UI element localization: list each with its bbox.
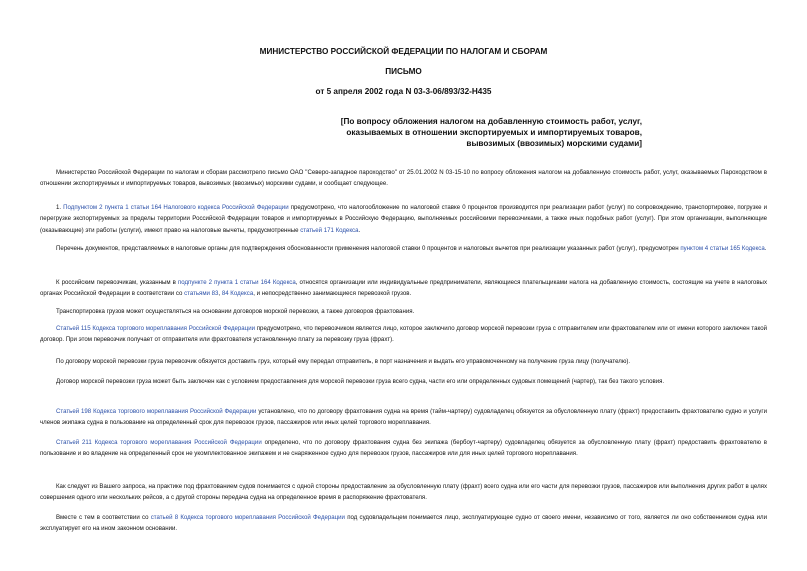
paragraph-text: , относятся организации или индивидуальные предприниматели, являющиеся плательщиками налога на добавленную стоимость, состоящие на учете в налоговых органах Российской Федерации в соответствии со: [40, 279, 767, 298]
paragraph-number: 1.: [56, 204, 62, 211]
link-merchant-shipping-211[interactable]: Статьей 211 Кодекса торгового мореплавания Российской Федерации: [56, 439, 262, 446]
subject-line: [По вопросу обложения налогом на добавленную стоимость работ, услуг,: [340, 117, 642, 126]
link-tax-code-164[interactable]: Подпунктом 2 пункта 1 статьи 164 Налогового кодекса Российской Федерации: [63, 204, 289, 211]
document-subject: [160, 116, 642, 149]
paragraph-intro: Министерство Российской Федерации по налогам и сборам рассмотрело письмо ОАО "Северо-западное пароходство" от 25.01.2002 N 03-15-10 по вопросу обложения налогом на добавленную стоимость работ, услуг, оказываемых Пароходством в отношении экспортируемых и импортируемых товаров, вывозимых (ввозимых) морскими судами, и сообщает следующее.: [40, 169, 767, 188]
link-tax-code-171[interactable]: статьей 171 Кодекса: [300, 226, 359, 234]
paragraph-documents: Перечень документов, представляемых в налоговые органы для подтверждения обоснованности применения налоговой ставки 0 процентов и налоговых вычетов при реализации указанных работ (услуг), предусмотрен пунктом 4 статьи 165 Кодекса.: [56, 245, 767, 252]
link-tax-code-83[interactable]: статьями 83: [184, 290, 219, 298]
link-merchant-shipping-8[interactable]: статьей 8 Кодекса торгового мореплавания Российской Федерации: [150, 514, 345, 521]
paragraph-1: 1. Подпунктом 2 пункта 1 статьи 164 Налогового кодекса Российской Федерации предусмотрено, что налогообложение по налоговой ставке 0 процентов производится при реализации работ (услуг) по сопровождению, транспортировке, погрузке и перегрузке экспортируемых за пределы территории Российской Федерации товаров и импортируемых в Российскую Федерацию, выполняемых российскими перевозчиками, а также иных подобных работ (услуг). При этом организации, выполняющие (оказывающие) эти работы (услуги), имеют право на налоговые вычеты, предусмотренные статьей 171 Кодекса.: [40, 204, 767, 234]
link-tax-code-165[interactable]: пунктом 4 статьи 165 Кодекса: [680, 245, 765, 252]
paragraph-text: К российским перевозчикам, указанным в: [56, 279, 176, 286]
paragraph-text: , и непосредственно занимающиеся перевозкой грузов.: [253, 290, 412, 298]
ministry-heading: МИНИСТЕРСТВО РОССИЙСКОЙ ФЕДЕРАЦИИ ПО НАЛОГАМ И СБОРАМ: [259, 47, 548, 56]
paragraph-text: определено, что по договору фрахтования судна без экипажа (бербоут-чартеру) судовладелец обязуется за обусловленную плату (фрахт) предоставить фрахтователю в пользование и во владение на определенный срок не укомплектованное экипажем и не снаряженное судно для перевозок грузов, пассажиров или для иных целей торгового мореплавания.: [40, 439, 767, 458]
paragraph-carriers: К российским перевозчикам, указанным в подпункте 2 пункта 1 статьи 164 Кодекса, относятся организации или индивидуальные предприниматели, являющиеся плательщиками налога на добавленную стоимость, состоящие на учете в налоговых органах Российской Федерации в соответствии со статьями 83, 84 Кодекса, и непосредственно занимающиеся перевозкой грузов.: [40, 279, 767, 298]
link-merchant-shipping-115[interactable]: Статьей 115 Кодекса торгового мореплавания Российской Федерации: [56, 325, 255, 332]
paragraph-article-8: [40, 512, 767, 535]
document-type: ПИСЬМО: [385, 67, 422, 76]
paragraph-article-115: [40, 323, 767, 346]
link-tax-code-84[interactable]: 84 Кодекса: [221, 290, 254, 298]
paragraph-article-211: [40, 437, 767, 460]
paragraph-carrier-duty: По договору морской перевозки груза перевозчик обязуется доставить груз, который ему передал отправитель, в порт назначения и выдать его управомоченному на получение груза лицу (получателю).: [56, 358, 631, 365]
paragraph-text: Перечень документов, представляемых в налоговые органы для подтверждения обоснованности применения налоговой ставки 0 процентов и налоговых вычетов при реализации указанных работ (услуг), предусмотрен: [56, 245, 679, 252]
paragraph-text: под судовладельцем понимается лицо, эксплуатирующее судно от своего имени, независимо от того, является ли оно собственником судна или эксплуатирует его на ином законном основании.: [40, 514, 767, 533]
subject-line: вывозимых (ввозимых) морскими судами]: [466, 139, 642, 148]
paragraph-text: предусмотрено, что налогообложение по налоговой ставке 0 процентов производится при реализации работ (услуг) по сопровождению, транспортировке, погрузке и перегрузке экспортируемых за пределы территории Российской Федерации товаров и импортируемых в Российскую Федерацию, выполняемых российскими перевозчиками, а также иных подобных работ (услуг). При этом организации, выполняющие (оказывающие) эти работы (услуги), имеют право на налоговые вычеты, предусмотренные: [40, 204, 767, 234]
link-merchant-shipping-198[interactable]: Статьей 198 Кодекса торгового мореплавания Российской Федерации: [56, 408, 257, 415]
paragraph-text: предусмотрено, что перевозчиком является лицо, которое заключило договор морской перевозки груза с отправителем или фрахтователем или от имени которого заключен такой договор. При этом перевозчик получает от отправителя или фрахтователя установленную плату за перевозку груза (фрахт).: [40, 325, 767, 344]
paragraph-charter: Договор морской перевозки груза может быть заключен как с условием предоставления для морской перевозки груза всего судна, части его или определенных судовых помещений (чартер), так без такого условия.: [56, 378, 665, 385]
paragraph-transport: Транспортировка грузов может осуществляться на основании договоров морской перевозки, а также договоров фрахтования.: [56, 308, 415, 315]
link-tax-code-164-sub2[interactable]: подпункте 2 пункта 1 статьи 164 Кодекса: [177, 279, 296, 286]
paragraph-practice: Как следует из Вашего запроса, на практике под фрахтованием судов понимается с одной стороны предоставление за обусловленную плату (фрахт) всего судна или его части для перевозки грузов, пассажиров или выполнения других работ в целях совершения одного или нескольких рейсов, а с другой стороны передача судна на определенное время в распоряжение фрахтователя.: [40, 483, 767, 502]
paragraph-article-198: [40, 406, 767, 429]
paragraph-text: Вместе с тем в соответствии со: [56, 514, 149, 521]
subject-line: оказываемых в отношении экспортируемых и импортируемых товаров,: [346, 128, 642, 137]
paragraph-text: установлено, что по договору фрахтования судна на время (тайм-чартеру) судовладелец обязуется за обусловленную плату (фрахт) предоставить фрахтователю судно и услуги членов экипажа судна в пользование на определенный срок для перевозок грузов, пассажиров или иных целей торгового мореплавания.: [40, 408, 767, 427]
document-date-number: от 5 апреля 2002 года N 03-3-06/893/32-Н435: [315, 87, 492, 96]
